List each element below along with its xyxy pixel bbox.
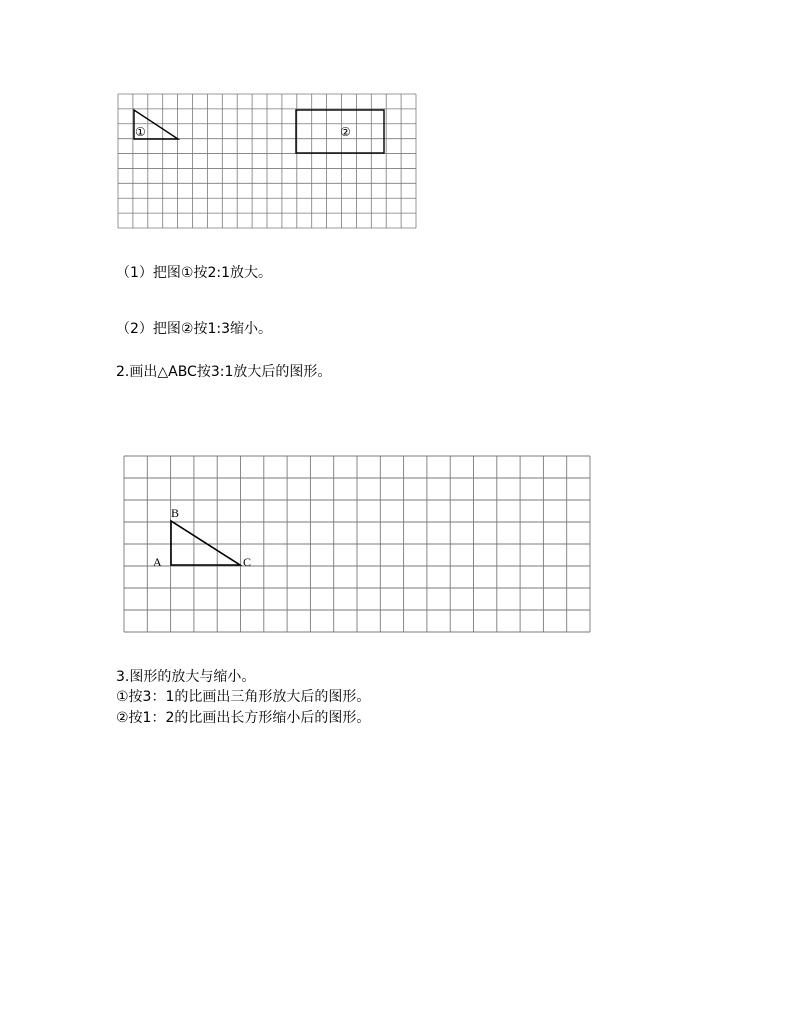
grid-1-svg	[118, 94, 416, 228]
shape-1-label: ①	[135, 125, 146, 139]
question-1-item-1: （1）把图①按2:1放大。	[116, 265, 272, 281]
triangle-abc	[171, 521, 240, 565]
question-1-item-2: （2）把图②按1:3缩小。	[116, 321, 272, 337]
question-3-item-2: ②按1：2的比画出长方形缩小后的图形。	[116, 710, 371, 726]
question-3-title: 3.图形的放大与缩小。	[116, 669, 256, 685]
question-2-title: 2.画出△ABC按3:1放大后的图形。	[116, 364, 332, 380]
grid-figure-2	[124, 456, 590, 632]
question-3-item-1: ①按3：1的比画出三角形放大后的图形。	[116, 689, 371, 705]
grid-figure-1	[118, 94, 416, 228]
point-b-label: B	[171, 506, 180, 520]
point-c-label: C	[243, 555, 252, 569]
grid-2-svg	[124, 456, 590, 632]
point-a-label: A	[153, 555, 162, 569]
shape-2-label: ②	[340, 125, 351, 139]
